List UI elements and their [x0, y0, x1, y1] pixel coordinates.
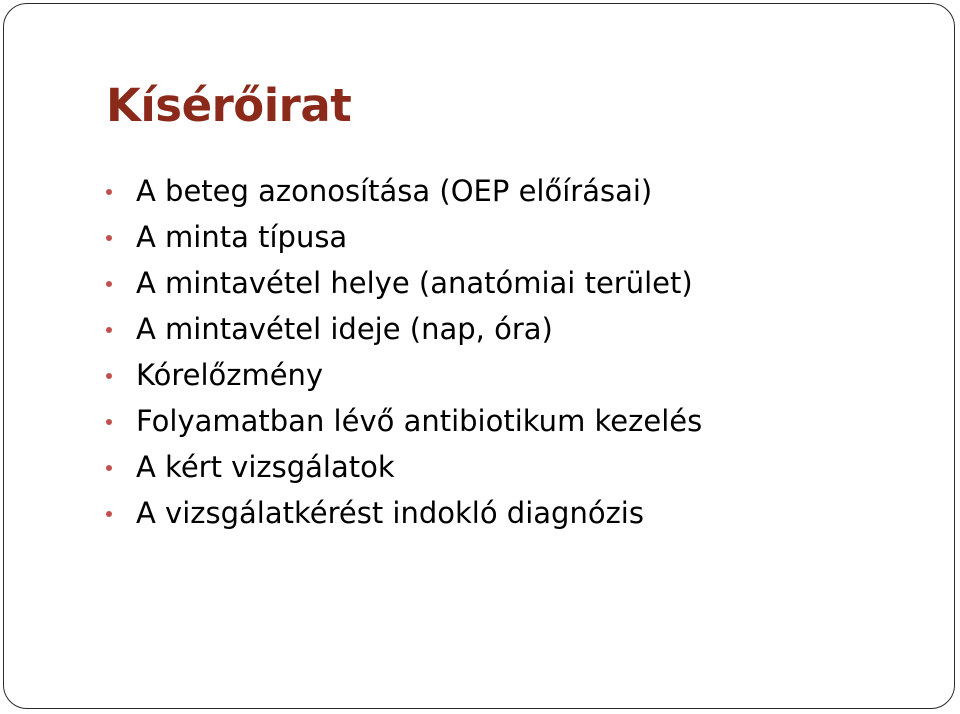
bullet-item [104, 214, 702, 260]
bullet-dot-icon [106, 327, 112, 333]
bullet-dot-icon [106, 465, 112, 471]
bullet-dot-icon [106, 373, 112, 379]
bullet-text: A mintavétel helye (anatómiai terület) [136, 266, 693, 300]
bullet-list [104, 168, 702, 536]
slide-frame [3, 3, 955, 709]
bullet-item [104, 168, 702, 214]
bullet-text: A vizsgálatkérést indokló diagnózis [136, 496, 644, 530]
bullet-dot-icon [106, 511, 112, 517]
slide-title: Kísérőirat [106, 79, 352, 132]
bullet-item [104, 352, 702, 398]
bullet-text: A mintavétel ideje (nap, óra) [136, 312, 553, 346]
bullet-dot-icon [106, 189, 112, 195]
bullet-text: A beteg azonosítása (OEP előírásai) [136, 174, 653, 208]
bullet-dot-icon [106, 419, 112, 425]
bullet-dot-icon [106, 235, 112, 241]
bullet-item [104, 444, 702, 490]
bullet-text: A kért vizsgálatok [136, 450, 395, 484]
bullet-item [104, 490, 702, 536]
bullet-item [104, 306, 702, 352]
bullet-text: Kórelőzmény [136, 358, 324, 392]
bullet-item [104, 398, 702, 444]
bullet-text: A minta típusa [136, 220, 348, 254]
bullet-item [104, 260, 702, 306]
bullet-text: Folyamatban lévő antibiotikum kezelés [136, 404, 703, 438]
bullet-dot-icon [106, 281, 112, 287]
